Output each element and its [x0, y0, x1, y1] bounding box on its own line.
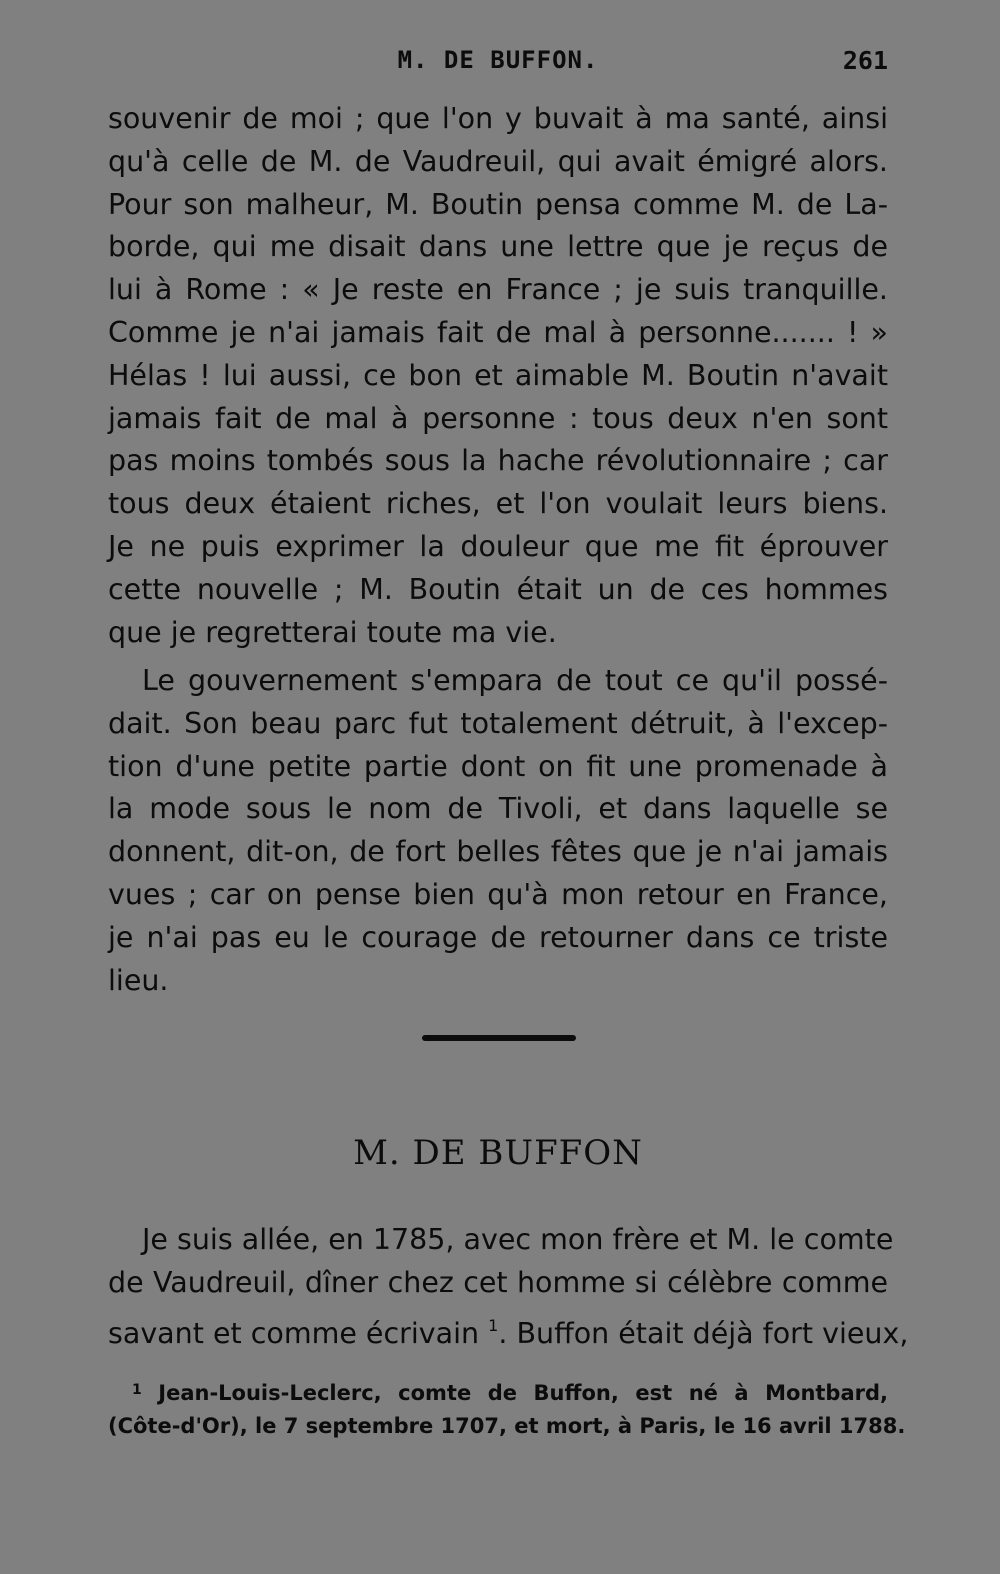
text-line: lieu.: [108, 963, 169, 997]
text-line: Je ne puis exprimer la douleur que me fit éprouver: [108, 529, 888, 563]
text-line: Je suis allée, en 1785, avec mon frère et M. le comte: [142, 1223, 894, 1256]
text-line: vues ; car on pense bien qu'à mon retour en France,: [108, 877, 888, 911]
text-line: Hélas ! lui aussi, ce bon et aimable M. Boutin n'avait: [108, 358, 888, 392]
text-line: la mode sous le nom de Tivoli, et dans laquelle se: [108, 792, 888, 826]
section-title: M. DE BUFFON: [353, 1133, 643, 1173]
text-line: souvenir de moi ; que l'on y buvait à ma santé, ainsi: [108, 102, 888, 135]
running-title: M. DE BUFFON.: [397, 46, 599, 74]
page-number: 261: [842, 46, 888, 75]
footnote-reference[interactable]: 1: [488, 1315, 499, 1335]
footnote-mark: 1: [132, 1382, 142, 1398]
section-divider: [422, 1035, 576, 1041]
text-line: Comme je n'ai jamais fait de mal à personne....... ! »: [108, 315, 888, 349]
footnote-text: Jean-Louis-Leclerc, comte de Buffon, est né à Montbard,: [158, 1381, 889, 1405]
running-head: [108, 46, 888, 86]
paragraph-2: [108, 660, 888, 1002]
text-segment: savant et comme écrivain: [108, 1316, 480, 1350]
text-line: donnent, dit-on, de fort belles fêtes que je n'ai jamais: [108, 835, 888, 869]
paragraph-3: [108, 1219, 909, 1355]
footnote: [108, 1374, 906, 1443]
text-line: tion d'une petite partie dont on fit une promenade à: [108, 749, 888, 783]
text-line: jamais fait de mal à personne : tous deux n'en sont: [108, 401, 888, 435]
text-line: Pour son malheur, M. Boutin pensa comme M. de La-: [108, 187, 888, 221]
text-line: de Vaudreuil, dîner chez cet homme si célèbre comme: [108, 1265, 888, 1299]
text-line: pas moins tombés sous la hache révolutionnaire ; car: [108, 444, 888, 478]
text-line: cette nouvelle ; M. Boutin était un de ces hommes: [108, 572, 888, 606]
paragraph-1: [108, 98, 888, 654]
text-line: dait. Son beau parc fut totalement détruit, à l'excep-: [108, 706, 888, 740]
text-line: Le gouvernement s'empara de tout ce qu'il possé-: [142, 664, 888, 697]
text-line: borde, qui me disait dans une lettre que je reçus de: [108, 230, 888, 264]
text-line: lui à Rome : « Je reste en France ; je suis tranquille.: [108, 273, 888, 307]
footnote-line: [108, 1374, 888, 1410]
text-segment: . Buffon était déjà fort vieux,: [498, 1316, 909, 1350]
text-line: tous deux étaient riches, et l'on voulait leurs biens.: [108, 487, 888, 521]
text-line: que je regretterai toute ma vie.: [108, 615, 557, 649]
footnote-line: (Côte-d'Or), le 7 septembre 1707, et mort, à Paris, le 16 avril 1788.: [108, 1414, 906, 1438]
text-line-with-note: [108, 1305, 909, 1356]
text-line: qu'à celle de M. de Vaudreuil, qui avait émigré alors.: [108, 144, 888, 178]
text-line: je n'ai pas eu le courage de retourner dans ce triste: [108, 920, 888, 954]
